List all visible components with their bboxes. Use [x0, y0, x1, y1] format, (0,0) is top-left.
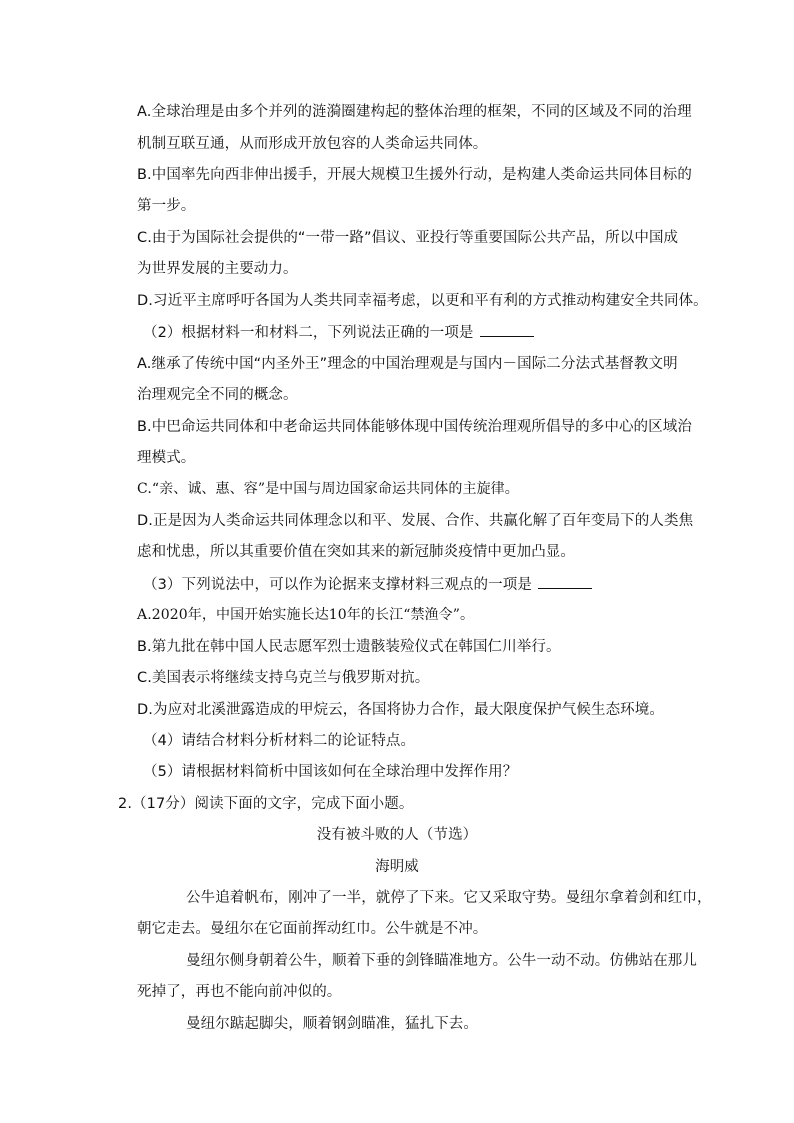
- q1-option-c-line2: 为世界发展的主要动力。: [137, 261, 298, 277]
- paragraph-1-line2: 朝它走去。曼纽尔在它面前挥动红巾。公牛就是不冲。: [137, 921, 488, 937]
- q3-stem: （3）下列说法中，可以作为论据来支撑材料三观点的一项是: [143, 574, 592, 595]
- q2-option-c-line1: C.“亲、诚、惠、容”是中国与周边国家命运共同体的主旋律。: [137, 481, 519, 497]
- q1-option-b-line2: 第一步。: [137, 198, 196, 214]
- passage-title: 没有被斗败的人（节选）: [316, 827, 478, 843]
- q4-stem: （4）请结合材料分析材料二的论证特点。: [143, 733, 416, 749]
- q2-option-b-line1: B.中巴命运共同体和中老命运共同体能够体现中国传统治理观所倡导的多中心的区域治: [137, 419, 692, 435]
- paragraph-1-line1: 公牛追着帆布，刚冲了一半，就停了下来。它又采取守势。曼纽尔拿着剑和红巾，: [186, 890, 712, 906]
- paragraph-2-line1: 曼纽尔侧身朝着公牛，顺着下垂的剑锋瞄准地方。公牛一动不动。仿佛站在那儿: [186, 953, 697, 969]
- q1-option-a-line2: 机制互联互通，从而形成开放包容的人类命运共同体。: [137, 136, 488, 152]
- q1-option-d-line1: D.习近平主席呼吁各国为人类共同幸福考虑，以更和平有利的方式推动构建安全共同体。: [137, 293, 708, 309]
- paragraph-2-line2: 死掉了，再也不能向前冲似的。: [137, 984, 342, 1000]
- q2-option-a-line1: A.继承了传统中国“内圣外王”理念的中国治理观是与国内－国际二分法式基督教文明: [137, 356, 678, 372]
- q5-stem: （5）请根据材料简析中国该如何在全球治理中发挥作用？: [143, 764, 518, 780]
- q2-option-b-line2: 理模式。: [137, 450, 196, 466]
- answer-blank[interactable]: [538, 574, 592, 589]
- q1-option-a-line1: A.全球治理是由多个并列的涟漪圈建构起的整体治理的框架，不同的区域及不同的治理: [137, 104, 692, 120]
- q3-option-c: C.美国表示将继续支持乌克兰与俄罗斯对抗。: [137, 670, 430, 686]
- q2-option-d-line1: D.正是因为人类命运共同体理念以和平、发展、合作、共赢化解了百年变局下的人类焦: [137, 513, 694, 529]
- q3-option-d: D.为应对北溪泄露造成的甲烷云，各国将协力合作，最大限度保护气候生态环境。: [137, 702, 664, 718]
- answer-blank[interactable]: [480, 322, 534, 337]
- q1-option-b-line1: B.中国率先向西非伸出援手，开展大规模卫生援外行动，是构建人类命运共同体目标的: [137, 167, 692, 183]
- q2-stem: （2）根据材料一和材料二，下列说法正确的一项是: [143, 322, 534, 343]
- passage-author: 海明威: [375, 859, 419, 875]
- question-2-header: 2.（17分）阅读下面的文字，完成下面小题。: [118, 796, 414, 812]
- paragraph-3-line1: 曼纽尔踮起脚尖，顺着钢剑瞄准，猛扎下去。: [186, 1016, 478, 1032]
- q1-option-c-line1: C.由于为国际社会提供的“一带一路”倡议、亚投行等重要国际公共产品，所以中国成: [137, 230, 679, 246]
- q3-option-b: B.第九批在韩中国人民志愿军烈士遗骸装殓仪式在韩国仁川举行。: [137, 639, 561, 655]
- q3-option-a: A.2020年，中国开始实施长达10年的长江“禁渔令”。: [137, 607, 475, 623]
- q2-option-a-line2: 治理观完全不同的概念。: [137, 387, 298, 403]
- q2-option-d-line2: 虑和忧患，所以其重要价值在突如其来的新冠肺炎疫情中更加凸显。: [137, 544, 575, 560]
